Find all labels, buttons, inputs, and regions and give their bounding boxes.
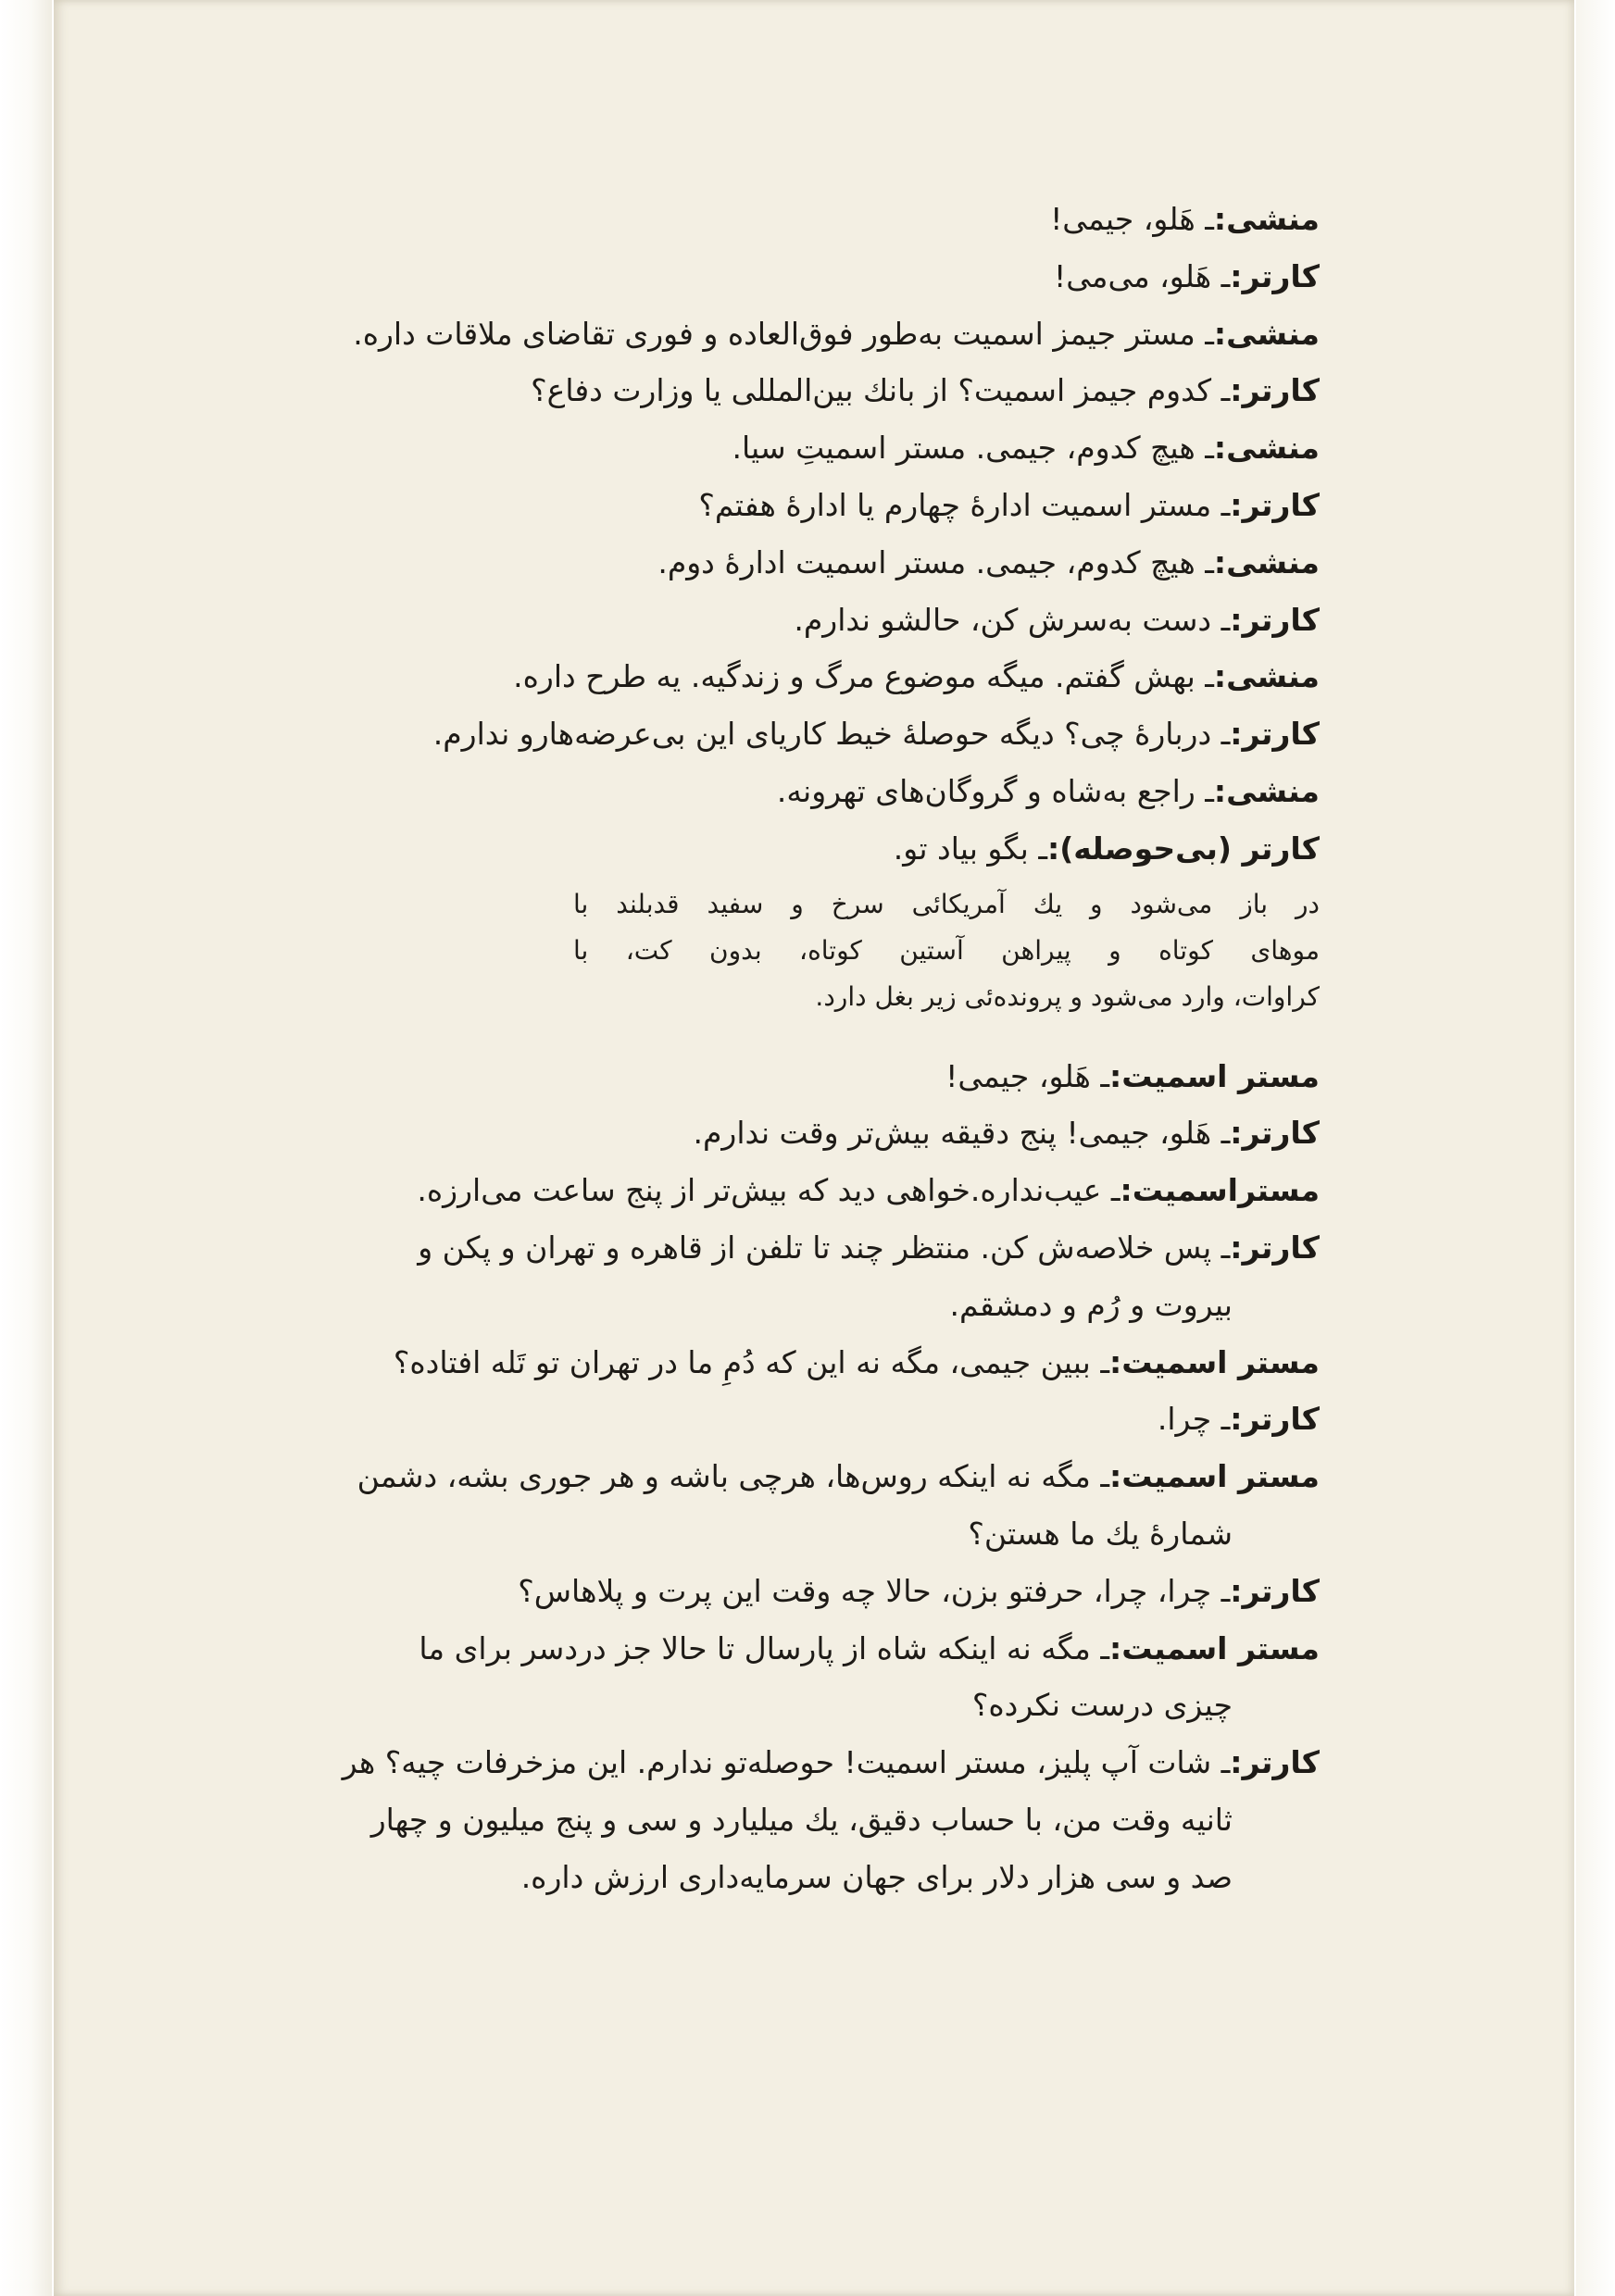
speaker-name: مستر اسمیت: [1109,1343,1320,1380]
dialogue-line [190,592,1320,649]
dialogue-text: ـ هَلو، جیمی! [945,1057,1109,1094]
dialogue-text: ـ چرا. [1157,1401,1231,1438]
dialogue-text: بیروت و رُم و دمشقم. [949,1286,1233,1323]
dialogue-line [190,648,1320,705]
speaker-name: منشی: [1213,543,1320,580]
dialogue-text: ـ ببین جیمی، مگه نه این که دُمِ ما در تهران تو تَله افتاده؟ [393,1343,1109,1380]
dialogue-text: ـ مگه نه اینکه شاه از پارسال تا حالا جز دردسر برای ما [419,1629,1109,1666]
dialogue-line [190,419,1320,477]
speaker-name: منشی: [1213,430,1320,467]
dialogue-line [190,1104,1320,1162]
dialogue-line [190,1620,1320,1678]
dialogue-line [190,248,1320,306]
dialogue-continuation [190,1677,1320,1734]
speaker-name: کارتر: [1230,1115,1320,1152]
dialogue-line [190,705,1320,763]
speaker-name: منشی: [1213,658,1320,695]
dialogue-line [190,1391,1320,1448]
speaker-name: کارتر: [1230,601,1320,638]
dialogue-text: ـ مگه نه اینکه روس‌ها، هرچی باشه و هر جوری بشه، دشمن [357,1458,1109,1495]
speaker-name: کارتر: [1230,1744,1320,1781]
scan-margin-left [0,0,52,2296]
stage-direction-line: در باز می‌شود و یك آمریکائی سرخ و سفید قدبلند با [573,888,1320,919]
dialogue-line [190,1734,1320,1791]
dialogue-text: شمارهٔ یك ما هستن؟ [968,1515,1233,1552]
dialogue-text: صد و سی هزار دلار برای جهان سرمایه‌داری ارزش داره. [520,1858,1233,1895]
dialogue-continuation [190,1277,1320,1334]
speaker-name: منشی: [1213,315,1320,352]
dialogue-continuation [190,1849,1320,1906]
stage-direction-line: کراوات، وارد می‌شود و پرونده‌ئی زیر بغل دارد. [815,980,1320,1012]
speaker-name: مستراسمیت: [1120,1172,1320,1209]
stage-direction-line: موهای کوتاه و پیراهن آستین کوتاه، بدون کت، با [573,934,1320,966]
dialogue-line [190,534,1320,592]
dialogue-line [190,1563,1320,1620]
speaker-name: کارتر: [1230,1229,1320,1266]
dialogue-line [190,191,1320,248]
dialogue-text: ـ راجع به‌شاه و گروگان‌های تهرونه. [776,772,1214,809]
speaker-name: کارتر: [1230,486,1320,523]
speaker-name: کارتر: [1230,257,1320,294]
dialogue-line [190,1162,1320,1219]
dialogue-text: ـ هَلو، جیمی! [1050,201,1214,237]
speaker-name: منشی: [1213,201,1320,237]
speaker-name: کارتر (بی‌حوصله): [1047,830,1320,867]
dialogue-text: چیزی درست نکرده؟ [971,1687,1233,1724]
speaker-name: مستر اسمیت: [1109,1629,1320,1666]
dialogue-line [190,1448,1320,1505]
dialogue-line [190,306,1320,363]
dialogue-text: ـ عیب‌نداره.خواهی دید که بیش‌تر از پنج ساعت می‌ارزه. [417,1172,1120,1209]
dialogue-text: ـ پس خلاصه‌ش کن. منتظر چند تا تلفن از قاهره و تهران و پکن و [418,1229,1231,1266]
dialogue-text: ـ هَلو، جیمی! پنج دقیقه بیش‌تر وقت ندارم. [693,1115,1231,1152]
dialogue-text: ـ چرا، چرا، حرفتو بزن، حالا چه وقت این پرت و پلاهاس؟ [518,1572,1231,1609]
dialogue-text: ثانیه وقت من، با حساب دقیق، یك میلیارد و سی و پنج میلیون و چهار [370,1801,1233,1838]
dialogue-text: ـ کدوم جیمز اسمیت؟ از بانك بین‌المللی یا وزارت دفاع؟ [531,372,1231,409]
speaker-name: مستر اسمیت: [1109,1458,1320,1495]
dialogue-continuation [190,1505,1320,1563]
dialogue-continuation [190,1791,1320,1849]
speaker-name: منشی: [1213,772,1320,809]
speaker-name: مستر اسمیت: [1109,1057,1320,1094]
dialogue-text: ـ شات آپ پلیز، مستر اسمیت! حوصله‌تو ندارم. این مزخرفات چیه؟ هر [342,1744,1231,1781]
dialogue-text: ـ بهش گفتم. میگه موضوع مرگ و زندگیه. یه طرح داره. [513,658,1214,695]
dialogue-line [190,1219,1320,1277]
dialogue-text: ـ بگو بیاد تو. [893,830,1048,867]
scan-margin-right [1576,0,1615,2296]
speaker-name: کارتر: [1230,716,1320,753]
dialogue-text: ـ هیچ کدوم، جیمی. مستر اسمیتِ سیا. [732,430,1214,467]
dialogue-text: ـ دربارهٔ چی؟ دیگه حوصلهٔ خیط کاریای این بی‌عرضه‌هارو ندارم. [432,716,1231,753]
dialogue-line [190,763,1320,820]
dialogue-line [190,362,1320,419]
dialogue-line [190,1048,1320,1105]
stage-direction [573,881,1320,1020]
dialogue-text: ـ هیچ کدوم، جیمی. مستر اسمیت ادارهٔ دوم. [657,543,1214,580]
dialogue-line [190,1334,1320,1391]
dialogue-line [190,820,1320,878]
dialogue-line [190,477,1320,534]
speaker-name: کارتر: [1230,1401,1320,1438]
page-text [190,191,1320,1906]
speaker-name: کارتر: [1230,1572,1320,1609]
dialogue-text: ـ مستر جیمز اسمیت به‌طور فوق‌العاده و فوری تقاضای ملاقات داره. [353,315,1214,352]
dialogue-text: ـ مستر اسمیت ادارهٔ چهارم یا ادارهٔ هفتم؟ [698,486,1231,523]
dialogue-text: ـ هَلو، می‌می! [1054,257,1231,294]
dialogue-text: ـ دست به‌سرش کن، حالشو ندارم. [794,601,1231,638]
speaker-name: کارتر: [1230,372,1320,409]
